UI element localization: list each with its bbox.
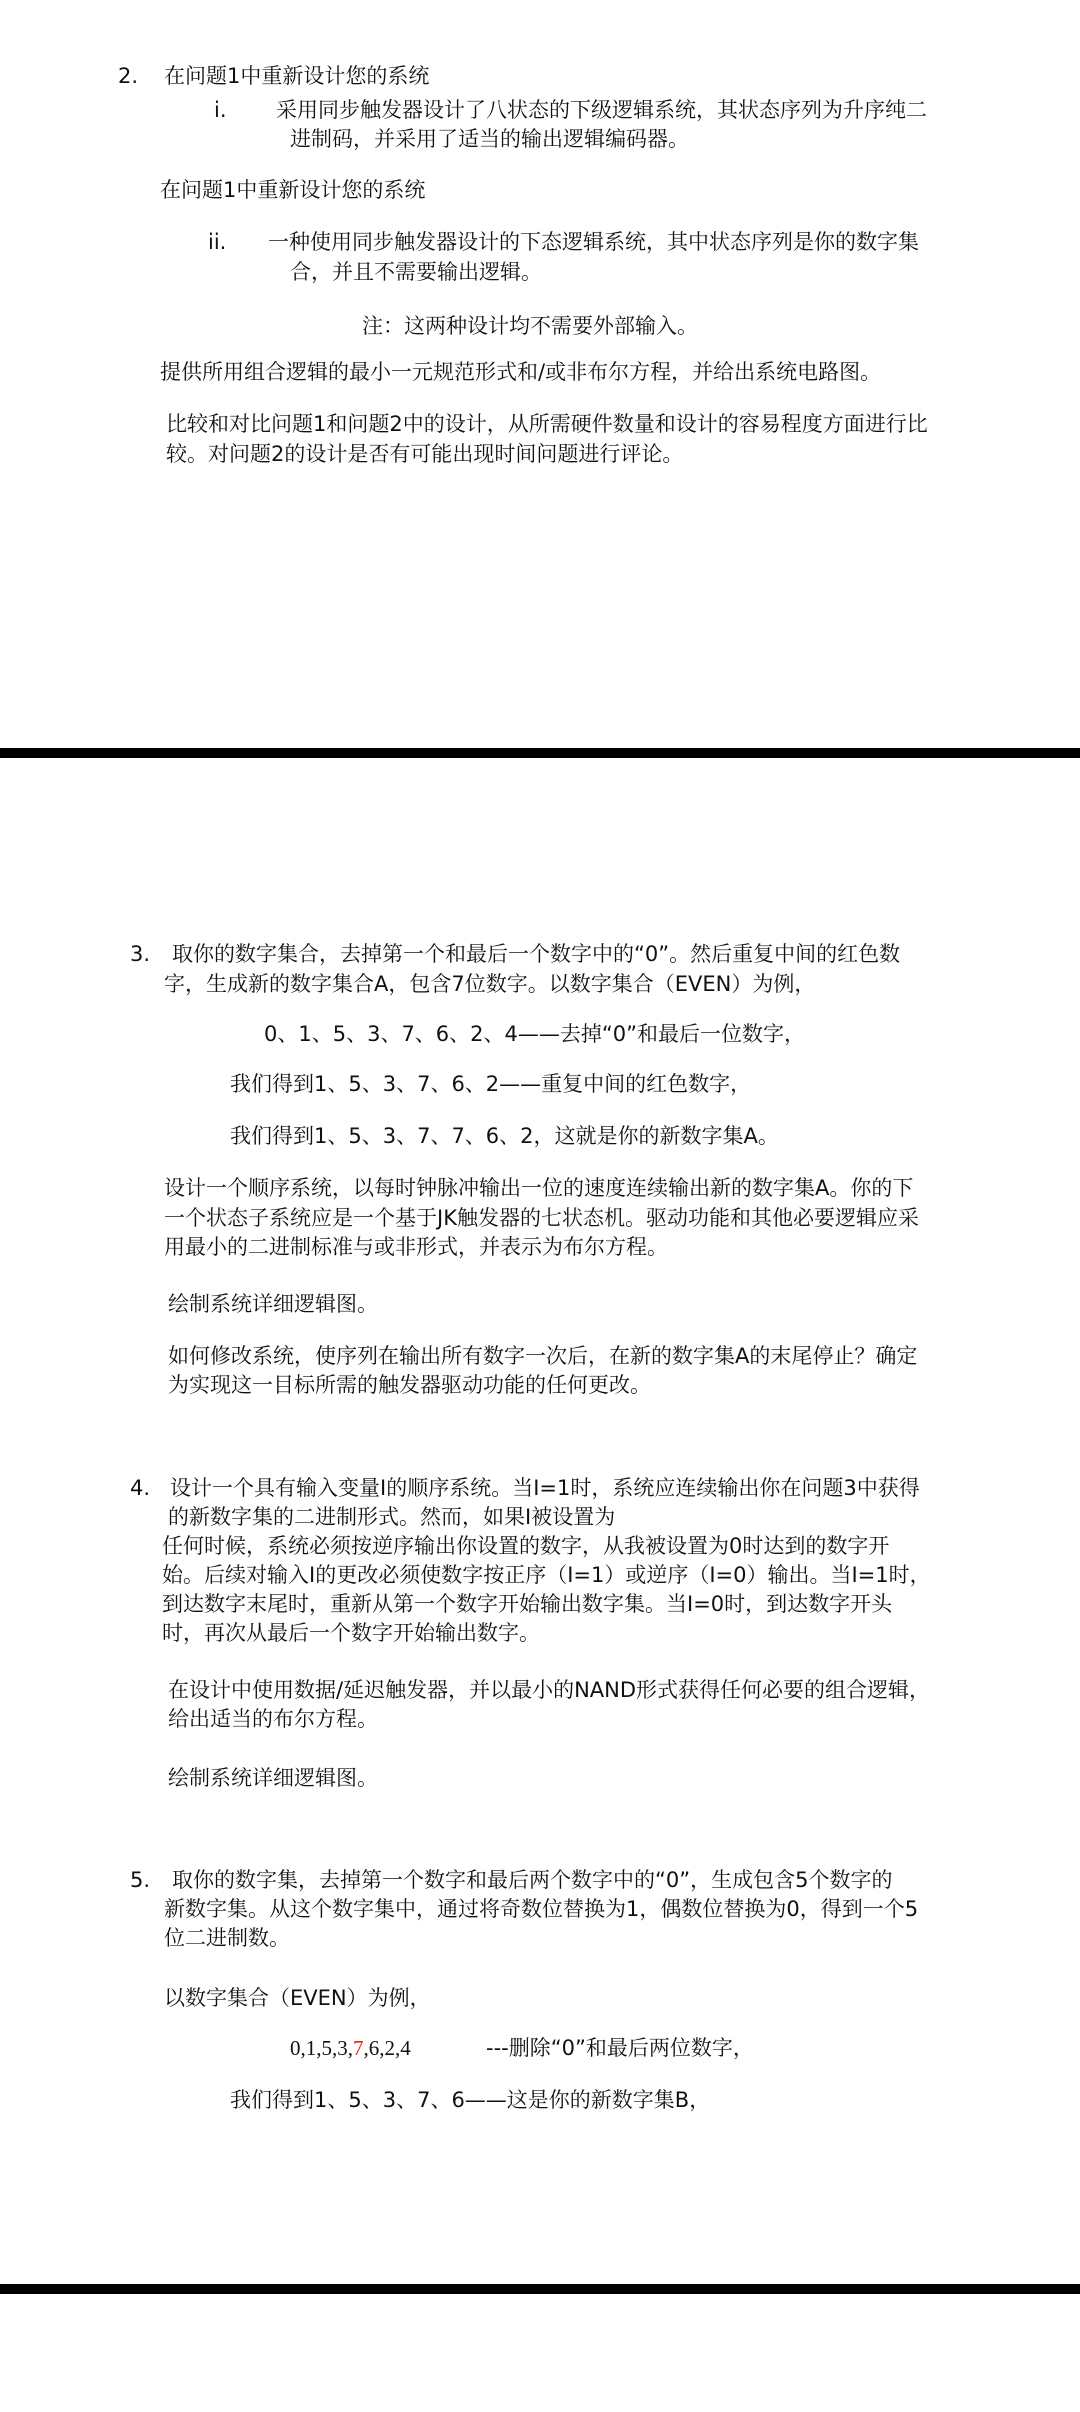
- digit-sequence: [290, 2034, 411, 2063]
- question-5-line-2: 新数字集。从这个数字集中，通过将奇数位替换为1，偶数位替换为0，得到一个5: [164, 1897, 919, 1921]
- question-5-number: 5.: [130, 1868, 151, 1892]
- design-line-2: 一个状态子系统应是一个基于JK触发器的七状态机。驱动功能和其他必要逻辑应采: [164, 1206, 919, 1230]
- question-4-line-2: 的新数字集的二进制形式。然而，如果I被设置为: [168, 1505, 616, 1529]
- item-ii-marker: ii.: [208, 230, 227, 254]
- nand-instruction-line-2: 给出适当的布尔方程。: [168, 1707, 378, 1731]
- modify-line-1: 如何修改系统，使序列在输出所有数字一次后，在新的数字集A的末尾停止？确定: [168, 1344, 918, 1368]
- question-4-line-6: 时，再次从最后一个数字开始输出数字。: [162, 1621, 540, 1645]
- question-2-repeat-title: 在问题1中重新设计您的系统: [160, 178, 426, 202]
- question-4-number: 4.: [130, 1476, 151, 1500]
- compare-line-1: 比较和对比问题1和问题2中的设计，从所需硬件数量和设计的容易程度方面进行比: [166, 412, 928, 436]
- draw-diagram-instruction: 绘制系统详细逻辑图。: [168, 1292, 378, 1316]
- example-step-2: 我们得到1、5、3、7、6、2——重复中间的红色数字，: [230, 1072, 752, 1096]
- modify-line-2: 为实现这一目标所需的触发器驱动功能的任何更改。: [168, 1373, 651, 1397]
- nand-instruction-line-1: 在设计中使用数据/延迟触发器，并以最小的NAND形式获得任何必要的组合逻辑，: [168, 1678, 931, 1702]
- design-line-1: 设计一个顺序系统，以每时钟脉冲输出一位的速度连续输出新的数字集A。你的下: [164, 1176, 914, 1200]
- item-i-line-2: 进制码，并采用了适当的输出逻辑编码器。: [290, 127, 689, 151]
- question-3-line-1: 取你的数字集合，去掉第一个和最后一个数字中的“0”。然后重复中间的红色数: [172, 942, 901, 966]
- example-step-3: 我们得到1、5、3、7、7、6、2，这就是你的新数字集A。: [230, 1124, 779, 1148]
- question-4-line-3: 任何时候，系统必须按逆序输出你设置的数字，从我被设置为0时达到的数字开: [162, 1534, 890, 1558]
- question-5-line-3: 位二进制数。: [164, 1926, 290, 1950]
- provide-instruction: 提供所用组合逻辑的最小一元规范形式和/或非布尔方程，并给出系统电路图。: [160, 360, 882, 384]
- item-i-marker: i.: [214, 98, 227, 122]
- compare-line-2: 较。对问题2的设计是否有可能出现时间问题进行评论。: [166, 442, 684, 466]
- question-5-result: 我们得到1、5、3、7、6——这是你的新数字集B，: [230, 2088, 711, 2112]
- digit-sequence-note: ---删除“0”和最后两位数字，: [486, 2036, 754, 2060]
- item-i-line-1: 采用同步触发器设计了八状态的下级逻辑系统，其状态序列为升序纯二: [276, 98, 927, 122]
- digit-sequence-end: ,6,2,4: [363, 2036, 411, 2060]
- design-line-3: 用最小的二进制标准与或非形式，并表示为布尔方程。: [164, 1235, 668, 1259]
- draw-diagram-instruction-2: 绘制系统详细逻辑图。: [168, 1766, 378, 1790]
- question-2-title: 在问题1中重新设计您的系统: [164, 64, 430, 88]
- page-separator-top: [0, 748, 1080, 758]
- question-5-line-1: 取你的数字集，去掉第一个数字和最后两个数字中的“0”，生成包含5个数字的: [172, 1868, 893, 1892]
- digit-sequence-highlight: 7: [353, 2036, 364, 2060]
- question-4-line-4: 始。后续对输入I的更改必须使数字按正序（I=1）或逆序（I=0）输出。当I=1时，: [162, 1563, 931, 1587]
- item-ii-line-2: 合，并且不需要输出逻辑。: [290, 260, 542, 284]
- question-4-line-5: 到达数字末尾时，重新从第一个数字开始输出数字集。当I=0时，到达数字开头: [162, 1592, 893, 1616]
- question-3-number: 3.: [130, 942, 151, 966]
- question-2-number: 2.: [118, 64, 139, 88]
- page-separator-bottom: [0, 2284, 1080, 2294]
- question-5-example-intro: 以数字集合（EVEN）为例，: [164, 1986, 431, 2010]
- question-3-line-2: 字，生成新的数字集合A，包含7位数字。以数字集合（EVEN）为例，: [164, 972, 816, 996]
- digit-sequence-start: 0,1,5,3,: [290, 2036, 353, 2060]
- question-4-line-1: 设计一个具有输入变量I的顺序系统。当I=1时，系统应连续输出你在问题3中获得: [170, 1476, 920, 1500]
- example-step-1: 0、1、5、3、7、6、2、4——去掉“0”和最后一位数字，: [264, 1022, 806, 1046]
- note-text: 注：这两种设计均不需要外部输入。: [362, 314, 698, 338]
- item-ii-line-1: 一种使用同步触发器设计的下态逻辑系统，其中状态序列是你的数字集: [268, 230, 919, 254]
